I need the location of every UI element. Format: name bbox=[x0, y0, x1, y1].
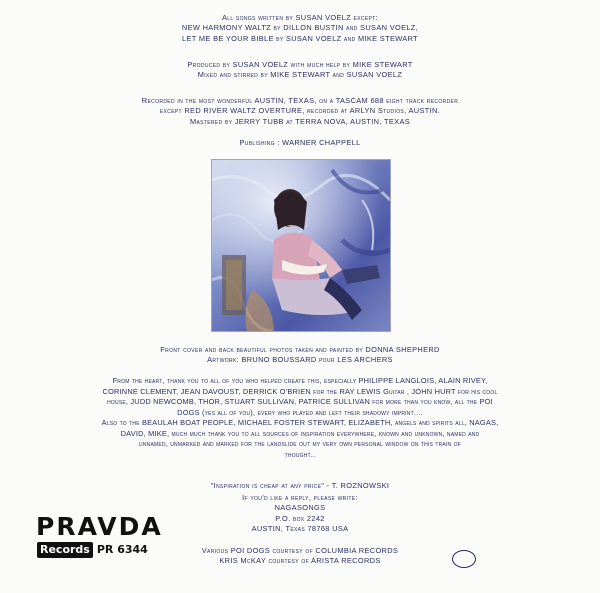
thanks-line: DOGS (yes all of you), every who played and left their shadowy imprint.... bbox=[177, 407, 423, 417]
thanks-line: CORINNE CLEMENT, JEAN DAVOUST, DERRICK O'BRIEN for the RAY LEWIS Guitar , JOHN HURT for his cool bbox=[102, 386, 498, 396]
songwriting-credits bbox=[0, 13, 600, 44]
quote bbox=[0, 481, 600, 491]
thanks-line: From the heart, thank you to all of you who helped create this, especially PHILIPPE LANGLOIS, ALAIN RIVEY, bbox=[112, 376, 488, 385]
catalog-number: PR 6344 bbox=[96, 543, 148, 556]
thank-you-notes bbox=[0, 376, 600, 460]
union-label-icon bbox=[452, 550, 476, 568]
courtesy-line: KRIS McKAY courtesy of ARISTA RECORDS bbox=[219, 556, 381, 566]
thanks-line: Also to the BEAULAH BOAT PEOPLE, MICHAEL FOSTER STEWART, ELIZABETH, angels and spirits all, NAGAS, bbox=[101, 418, 499, 427]
logo-records-label: Records bbox=[37, 542, 93, 558]
quote-line: "Inspiration is cheap at any price" - T. ROZNOWSKI bbox=[210, 481, 390, 490]
recording-line: except RED RIVER WALTZ OVERTURE, recorded at ARLYN Studios, AUSTIN. bbox=[159, 106, 441, 116]
thanks-line: DAVID, MIKE, much much thank you to all sources of inspiration everywhere, known and unknown, named and bbox=[120, 428, 480, 438]
recording-line: Mastered by JERRY TUBB at TERRA NOVA, AUSTIN, TEXAS bbox=[189, 116, 411, 126]
logo-subline bbox=[37, 542, 148, 558]
thanks-line: unnamed, unmarked and marked for the landslide out my very own personal window on this train of bbox=[139, 439, 461, 448]
logo-wordmark: PRAVDA bbox=[36, 512, 163, 541]
recording-line: Recorded in the most wonderful AUSTIN, TEXAS, on a TASCAM 688 eight track recorder bbox=[141, 96, 459, 105]
publishing-credit bbox=[0, 138, 600, 148]
credits-line: All songs written by SUSAN VOELZ except: bbox=[221, 13, 379, 22]
contact-line: P.O. box 2242 bbox=[275, 513, 325, 523]
photo-credit-line: Front cover and back beautiful photos taken and painted by DONNA SHEPHERD bbox=[160, 345, 440, 354]
thanks-line: house, JUDD NEWCOMB, THOR, STUART SULLIVAN, PATRICE SULLIVAN for more than you know, all the POI bbox=[107, 397, 493, 406]
production-line: Produced by SUSAN VOELZ with much help by MIKE STEWART bbox=[187, 60, 413, 69]
publishing-line: Publishing : WARNER CHAPPELL bbox=[239, 138, 361, 147]
courtesy-line: Various POI DOGS courtesy of COLUMBIA RECORDS bbox=[201, 546, 399, 555]
production-credits bbox=[0, 60, 600, 81]
recording-credits bbox=[0, 96, 600, 127]
credits-line: NEW HARMONY WALTZ by DILLON BUSTIN and SUSAN VOELZ, bbox=[181, 23, 419, 33]
contact-line: AUSTIN, Texas 78768 USA bbox=[251, 524, 349, 534]
credits-line: LET ME BE YOUR BIBLE by SUSAN VOELZ and MIKE STEWART bbox=[182, 33, 418, 43]
production-line: Mixed and stirred by MIKE STEWART and SUSAN VOELZ bbox=[197, 70, 403, 80]
pravda-records-logo bbox=[33, 512, 163, 565]
contact-line: If you'd like a reply, please write: bbox=[242, 493, 358, 502]
thanks-line: thought.. bbox=[284, 449, 316, 459]
photo-credit-line: Artwork: BRUNO BOUSSARD pour LES ARCHERS bbox=[207, 355, 393, 365]
contact-line: NAGASONGS bbox=[274, 503, 326, 513]
photo-credits bbox=[0, 345, 600, 366]
painted-photo bbox=[211, 159, 391, 332]
